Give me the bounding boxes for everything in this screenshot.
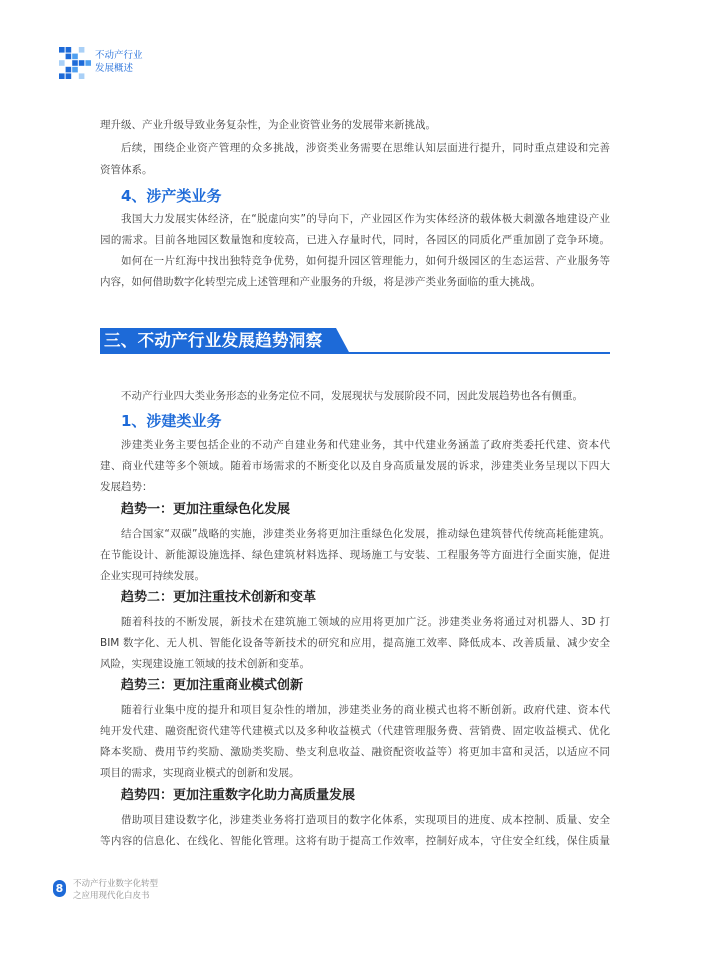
trend-heading: 趋势一：更加注重绿色化发展 [121, 502, 291, 517]
paragraph-line: 项目的需求，实现商业模式的创新和发展。 [100, 767, 300, 779]
paragraph-line: 结合国家“双碳”战略的实施，涉建类业务将更加注重绿色化发展，推动绿色建筑替代传统高耗能建筑。 [121, 528, 610, 540]
paragraph-line: 资管体系。 [100, 164, 153, 176]
section-title: 三、不动产行业发展趋势洞察 [104, 331, 323, 350]
subsection-heading: 1、涉建类业务 [121, 412, 222, 430]
footer-subtitle: 之应用现代化白皮书 [73, 891, 150, 901]
trend-heading: 趋势三：更加注重商业模式创新 [121, 678, 304, 693]
paragraph-line: 发展趋势： [100, 481, 153, 493]
paragraph-line: 等内容的信息化、在线化、智能化管理。这将有助于提高工作效率，控制好成本，守住安全红线，保住质量 [100, 835, 610, 847]
paragraph-line: BIM 数字化、无人机、智能化设备等新技术的研究和应用，提高施工效率、降低成本、改善质量、减少安全 [100, 637, 610, 649]
paragraph-line: 建、商业代建等多个领域。随着市场需求的不断变化以及自身高质量发展的诉求，涉建类业务呈现以下四大 [100, 460, 610, 472]
header-subtitle: 发展概述 [95, 63, 134, 74]
paragraph-line: 降本奖励、费用节约奖励、激励类奖励、垫支利息收益、融资配资收益等）将更加丰富和灵活，以适应不同 [100, 746, 610, 758]
paragraph-line: 理升级、产业升级导致业务复杂性，为企业资管业务的发展带来新挑战。 [100, 119, 436, 131]
footer-title: 不动产行业数字化转型 [73, 879, 159, 889]
header-title: 不动产行业 [95, 50, 143, 61]
paragraph-line: 企业实现可持续发展。 [100, 570, 205, 582]
paragraph-line: 内容，如何借助数字化转型完成上述管理和产业服务的升级，将是涉产类业务面临的重大挑战。 [100, 276, 541, 288]
paragraph-line: 风险，实现建设施工领域的技术创新和变革。 [100, 658, 310, 670]
paragraph-line: 随着科技的不断发展，新技术在建筑施工领域的应用将更加广泛。涉建类业务将通过对机器人、3D 打 [121, 616, 610, 628]
section-banner [100, 328, 610, 354]
paragraph-line: 随着行业集中度的提升和项目复杂性的增加，涉建类业务的商业模式也将不断创新。政府代建、资本代 [121, 704, 610, 716]
paragraph-line: 后续，围绕企业资产管理的众多挑战，涉资类业务需要在思维认知层面进行提升，同时重点建设和完善 [121, 142, 610, 154]
paragraph-line: 园的需求。目前各地园区数量饱和度较高，已进入存量时代，同时，各园区的同质化严重加剧了竞争环境。 [100, 234, 610, 246]
page-number-badge [53, 880, 66, 897]
pixel-arrow-logo-icon [59, 47, 92, 80]
page-number: 8 [55, 882, 64, 895]
trend-heading: 趋势四：更加注重数字化助力高质量发展 [121, 788, 356, 803]
paragraph-line: 在节能设计、新能源设施选择、绿色建筑材料选择、现场施工与安装、工程服务等方面进行全面实施，促进 [100, 549, 610, 561]
paragraph-line: 借助项目建设数字化，涉建类业务将打造项目的数字化体系，实现项目的进度、成本控制、质量、安全 [121, 814, 610, 826]
paragraph-line: 涉建类业务主要包括企业的不动产自建业务和代建业务，其中代建业务涵盖了政府类委托代建、资本代 [121, 439, 610, 451]
trend-heading: 趋势二：更加注重技术创新和变革 [121, 590, 317, 605]
paragraph-line: 如何在一片红海中找出独特竞争优势，如何提升园区管理能力，如何升级园区的生态运营、产业服务等 [121, 255, 610, 267]
paragraph-line: 不动产行业四大类业务形态的业务定位不同，发展现状与发展阶段不同，因此发展趋势也各有侧重。 [121, 390, 583, 402]
paragraph-line: 我国大力发展实体经济，在“脱虚向实”的导向下，产业园区作为实体经济的载体极大刺激各地建设产业 [121, 213, 610, 225]
subsection-heading: 4、涉产类业务 [121, 187, 222, 205]
paragraph-line: 纯开发代建、融资配资代建等代建模式以及多种收益模式（代建管理服务费、营销费、固定收益模式、优化 [100, 725, 610, 737]
